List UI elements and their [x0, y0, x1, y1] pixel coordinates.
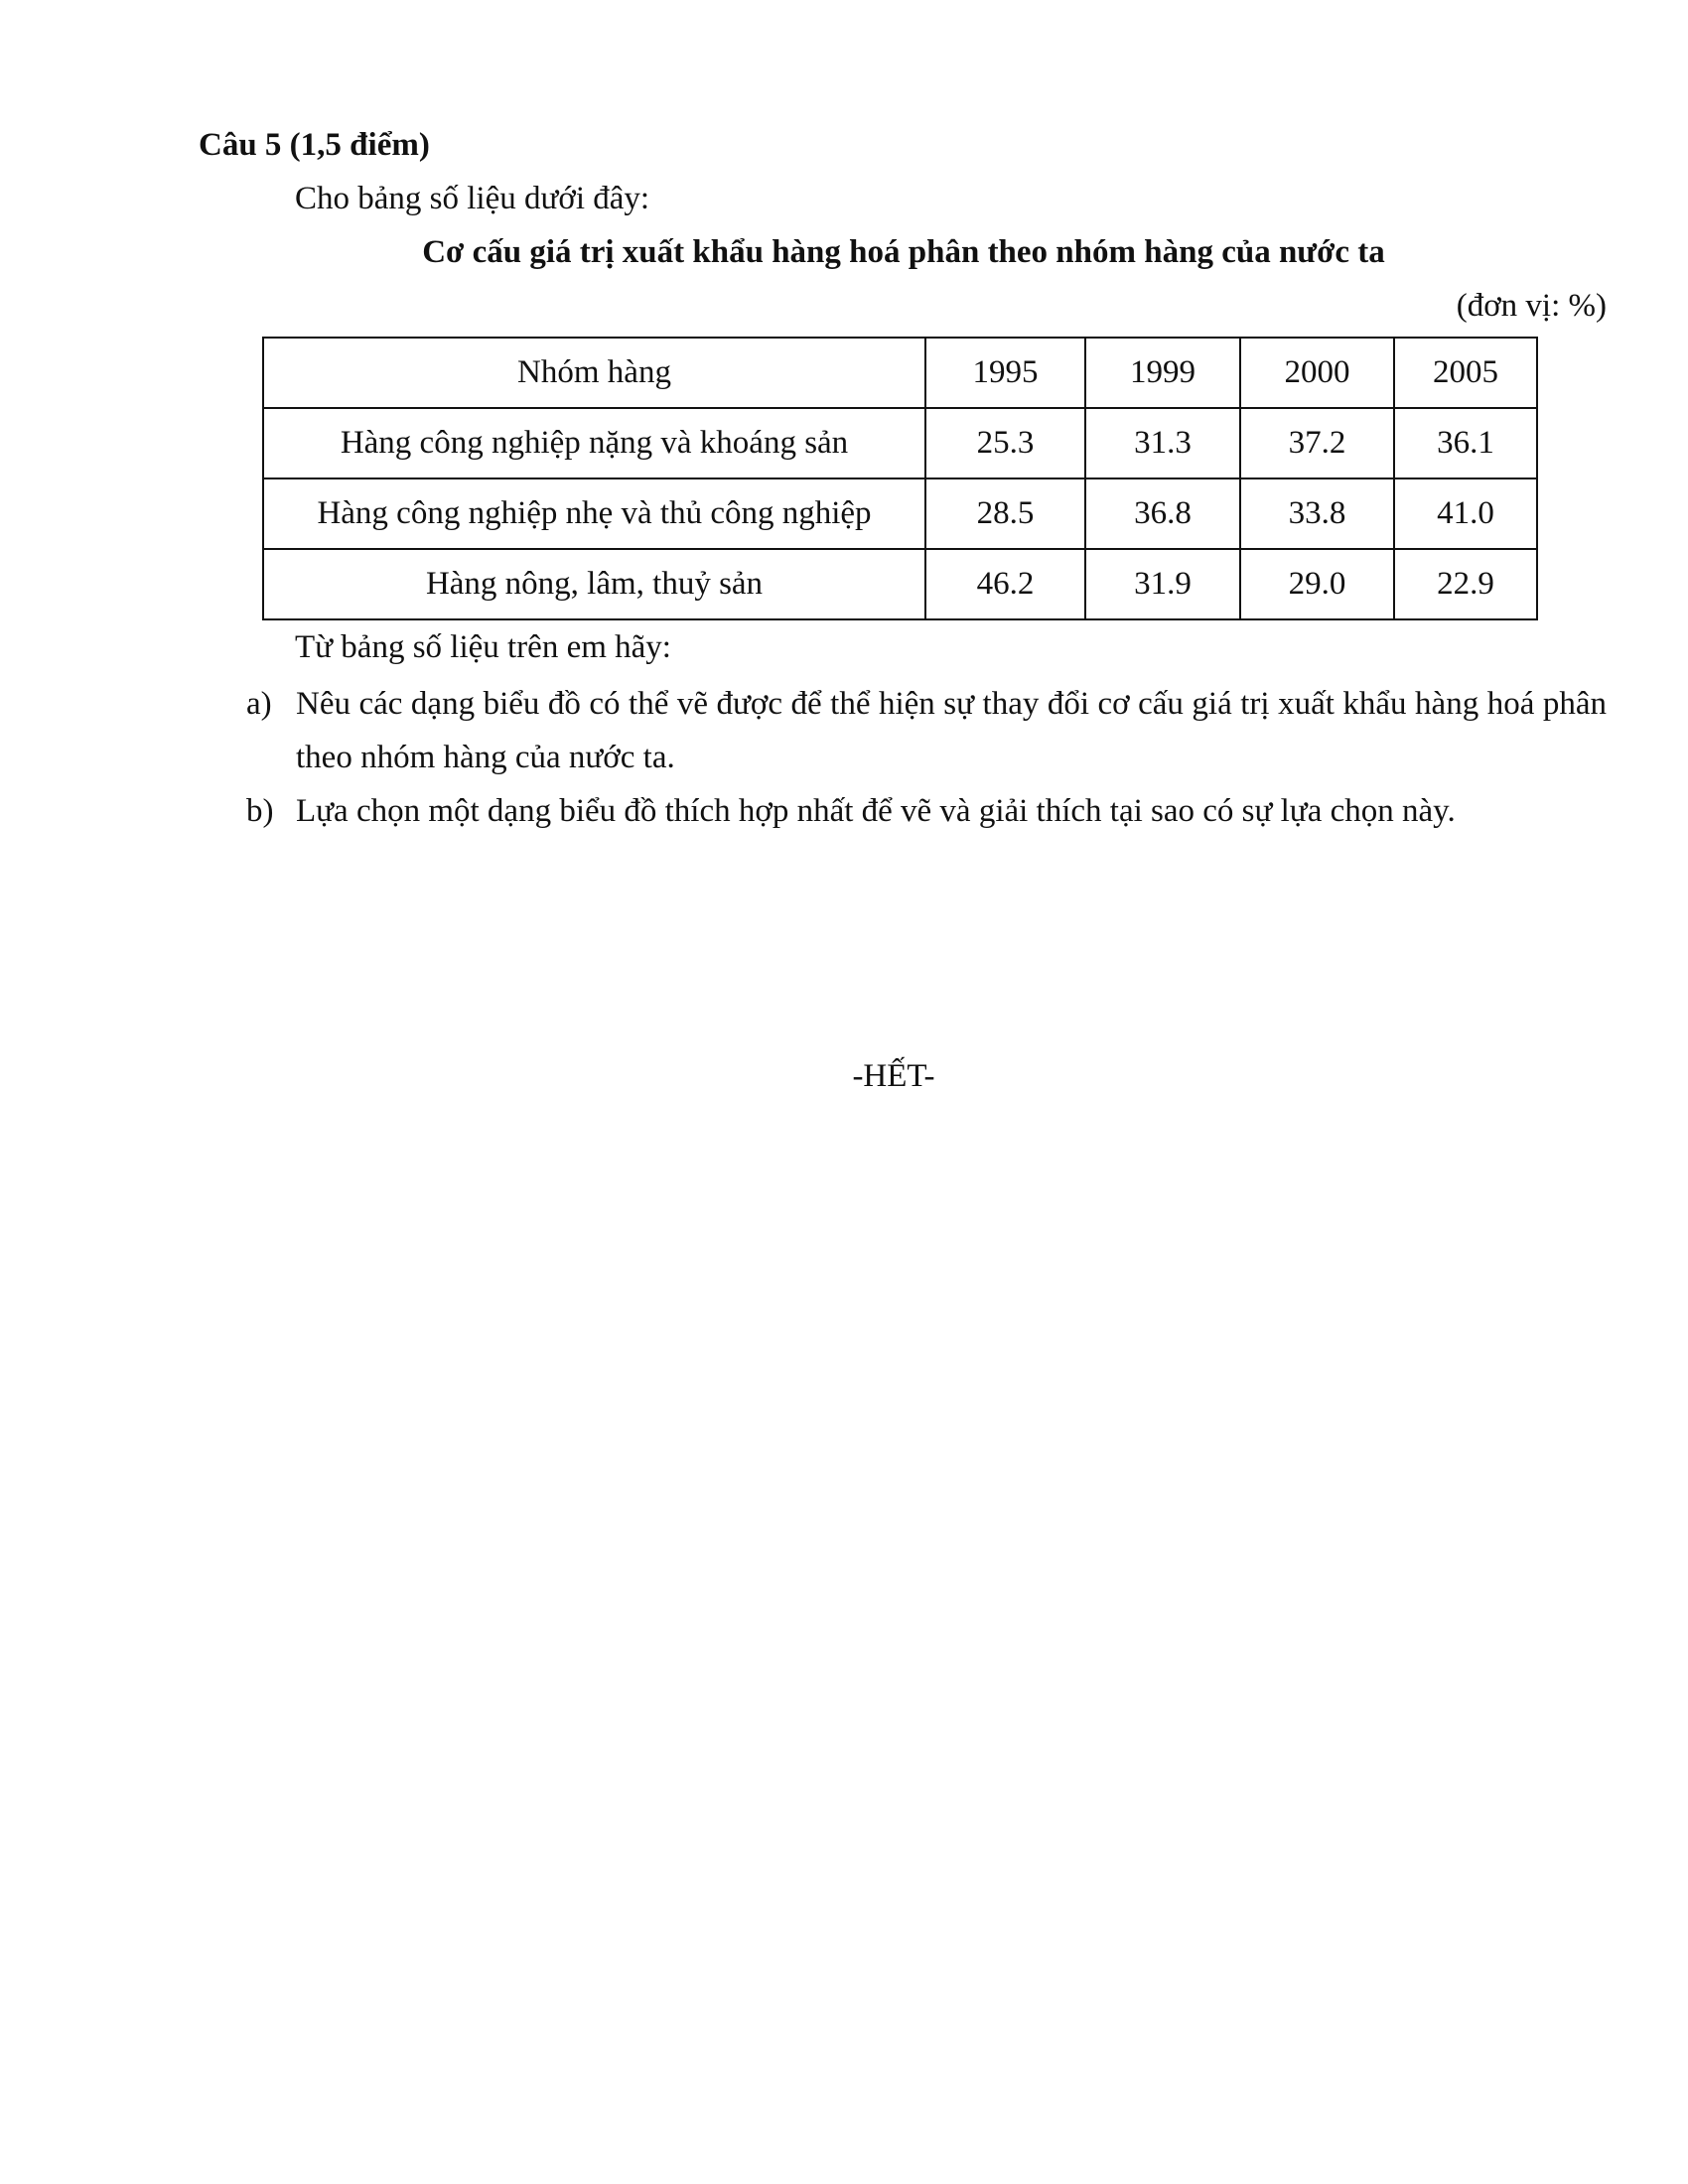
- table-cell: 28.5: [925, 478, 1085, 549]
- table-cell: 29.0: [1240, 549, 1394, 619]
- data-table: [262, 337, 1538, 620]
- table-cell: 37.2: [1240, 408, 1394, 478]
- table-row: [263, 478, 1537, 549]
- task-marker: b): [246, 793, 274, 829]
- table-row: [263, 408, 1537, 478]
- table-cell: 33.8: [1240, 478, 1394, 549]
- table-row-label: Hàng công nghiệp nặng và khoáng sản: [263, 408, 925, 478]
- table-unit: (đơn vị: %): [1456, 288, 1607, 324]
- table-cell: 41.0: [1394, 478, 1537, 549]
- table-cell: 31.9: [1085, 549, 1240, 619]
- table-row: [263, 549, 1537, 619]
- task-text: Nêu các dạng biểu đồ có thể vẽ được để thể hiện sự thay đổi cơ cấu giá trị xuất khẩu hàng hoá phân theo nhóm hàng của nước ta.: [296, 686, 1607, 775]
- task-intro: Từ bảng số liệu trên em hãy:: [295, 629, 671, 665]
- table-header-cell: Nhóm hàng: [263, 338, 925, 408]
- task-text: Lựa chọn một dạng biểu đồ thích hợp nhất để vẽ và giải thích tại sao có sự lựa chọn này.: [296, 793, 1456, 829]
- table-row-label: Hàng nông, lâm, thuỷ sản: [263, 549, 925, 619]
- table-cell: 36.8: [1085, 478, 1240, 549]
- table-cell: 22.9: [1394, 549, 1537, 619]
- table-title: Cơ cấu giá trị xuất khẩu hàng hoá phân theo nhóm hàng của nước ta: [422, 234, 1385, 270]
- end-mark: -HẾT-: [852, 1058, 935, 1094]
- task-b: [246, 784, 1607, 838]
- table-header-row: [263, 338, 1537, 408]
- table-header-cell: 2000: [1240, 338, 1394, 408]
- table-header-cell: 1995: [925, 338, 1085, 408]
- question-heading: Câu 5 (1,5 điểm): [199, 127, 430, 163]
- table-header-cell: 1999: [1085, 338, 1240, 408]
- task-a: [246, 677, 1607, 784]
- table-row-label: Hàng công nghiệp nhẹ và thủ công nghiệp: [263, 478, 925, 549]
- task-marker: a): [246, 686, 272, 722]
- table-cell: 46.2: [925, 549, 1085, 619]
- table-header-cell: 2005: [1394, 338, 1537, 408]
- table-cell: 36.1: [1394, 408, 1537, 478]
- table-cell: 25.3: [925, 408, 1085, 478]
- table-cell: 31.3: [1085, 408, 1240, 478]
- question-intro: Cho bảng số liệu dưới đây:: [295, 181, 650, 216]
